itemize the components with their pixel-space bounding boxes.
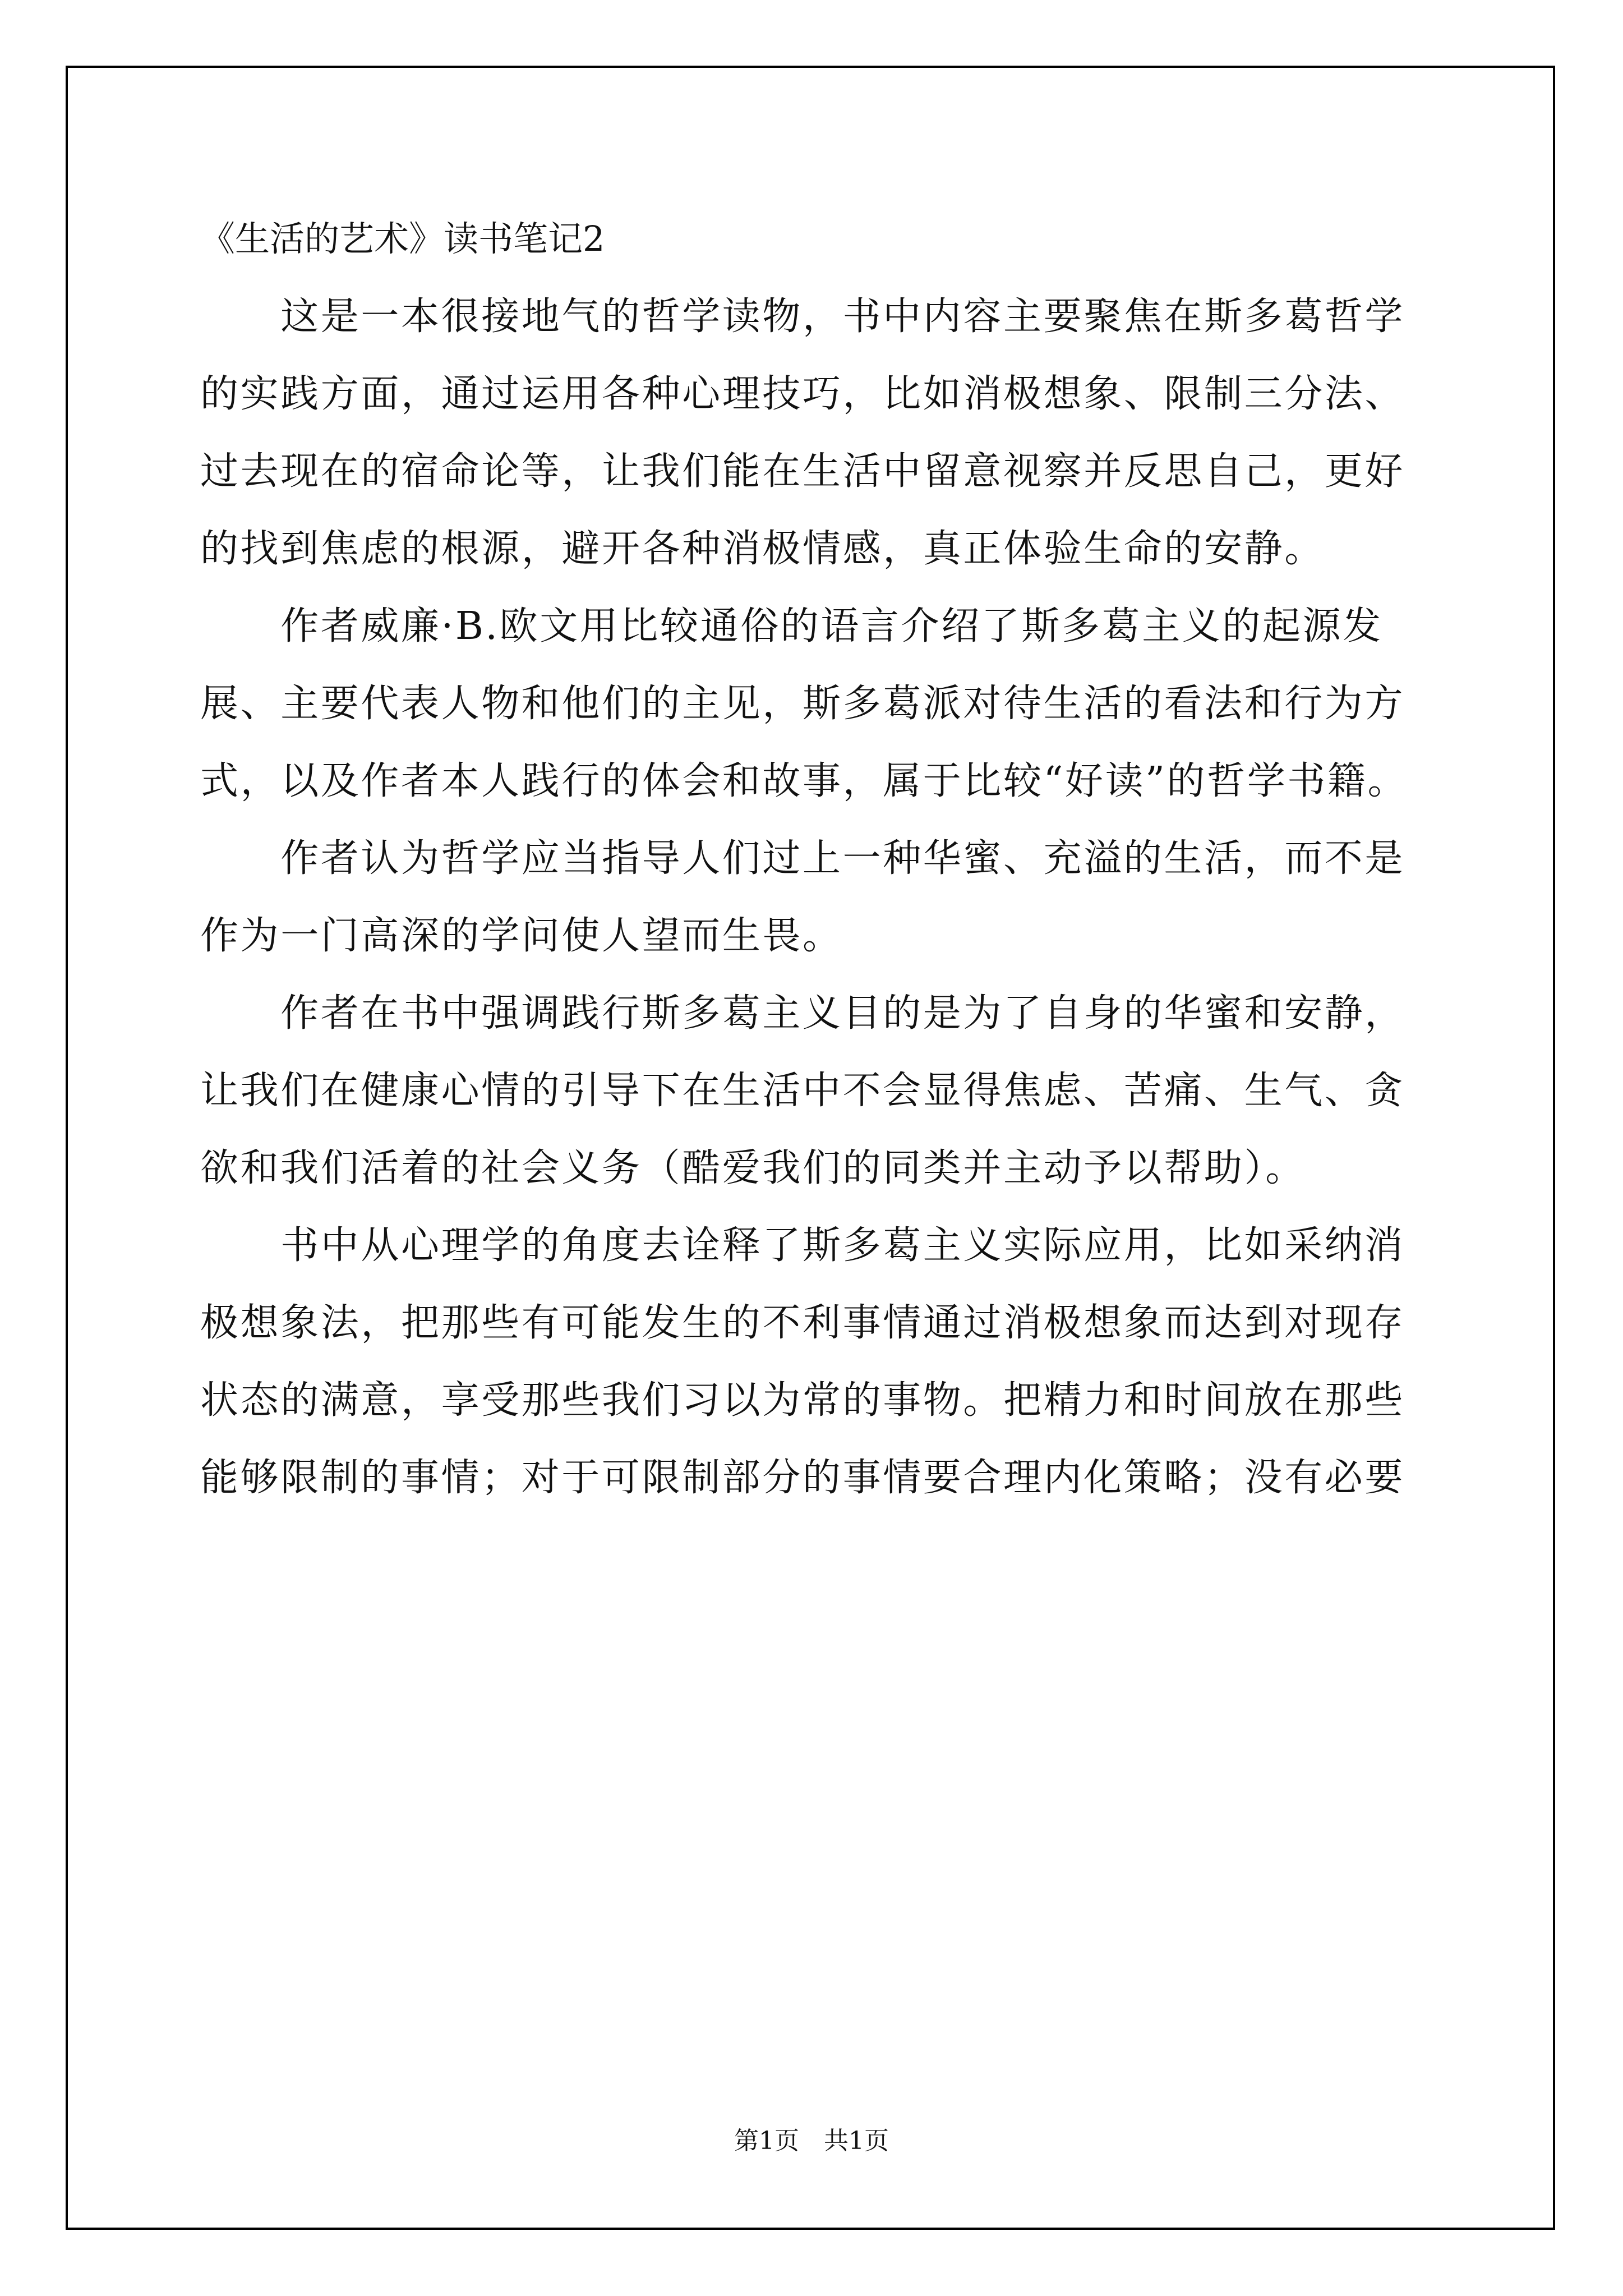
text-line: 极想象法，把那些有可能发生的不利事情通过消极想象而达到对现存 (200, 1301, 1405, 1345)
text-line: 的找到焦虑的根源，避开各种消极情感，真正体验生命的安静。 (200, 527, 1325, 571)
page-footer (0, 2127, 1623, 2155)
document-title: 《生活的艺术》读书笔记2 (200, 218, 605, 259)
text-line: 状态的满意，享受那些我们习以为常的事物。把精力和时间放在那些 (200, 1378, 1405, 1423)
text-line: 这是一本很接地气的哲学读物，书中内容主要聚焦在斯多葛哲学 (200, 295, 1405, 339)
text-line: 作者在书中强调践行斯多葛主义目的是为了自身的华蜜和安静， (200, 991, 1405, 1036)
page-number: 第1页 (734, 2127, 799, 2155)
text-line: 作为一门高深的学问使人望而生畏。 (200, 914, 843, 958)
text-line: 书中从心理学的角度去诠释了斯多葛主义实际应用，比如采纳消 (200, 1223, 1405, 1268)
text-line: 能够限制的事情；对于可限制部分的事情要合理内化策略；没有必要 (200, 1456, 1405, 1500)
text-line: 作者威廉·B.欧文用比较通俗的语言介绍了斯多葛主义的起源发 (200, 604, 1383, 648)
text-line: 作者认为哲学应当指导人们过上一种华蜜、充溢的生活，而不是 (200, 836, 1405, 881)
text-line: 让我们在健康心情的引导下在生活中不会显得焦虑、苦痛、生气、贪 (200, 1069, 1405, 1113)
page-total: 共1页 (824, 2127, 889, 2155)
footer-spacer (799, 2127, 824, 2155)
document-body (200, 218, 1434, 1500)
text-line: 过去现在的宿命论等，让我们能在生活中留意视察并反思自己，更好 (200, 449, 1405, 494)
text-line: 式，以及作者本人践行的体会和故事，属于比较“好读”的哲学书籍。 (200, 759, 1408, 803)
text-line: 展、主要代表人物和他们的主见，斯多葛派对待生活的看法和行为方 (200, 682, 1405, 726)
text-line: 欲和我们活着的社会义务（酷爱我们的同类并主动予以帮助）。 (200, 1146, 1306, 1190)
text-line: 的实践方面，通过运用各种心理技巧，比如消极想象、限制三分法、 (200, 372, 1405, 416)
